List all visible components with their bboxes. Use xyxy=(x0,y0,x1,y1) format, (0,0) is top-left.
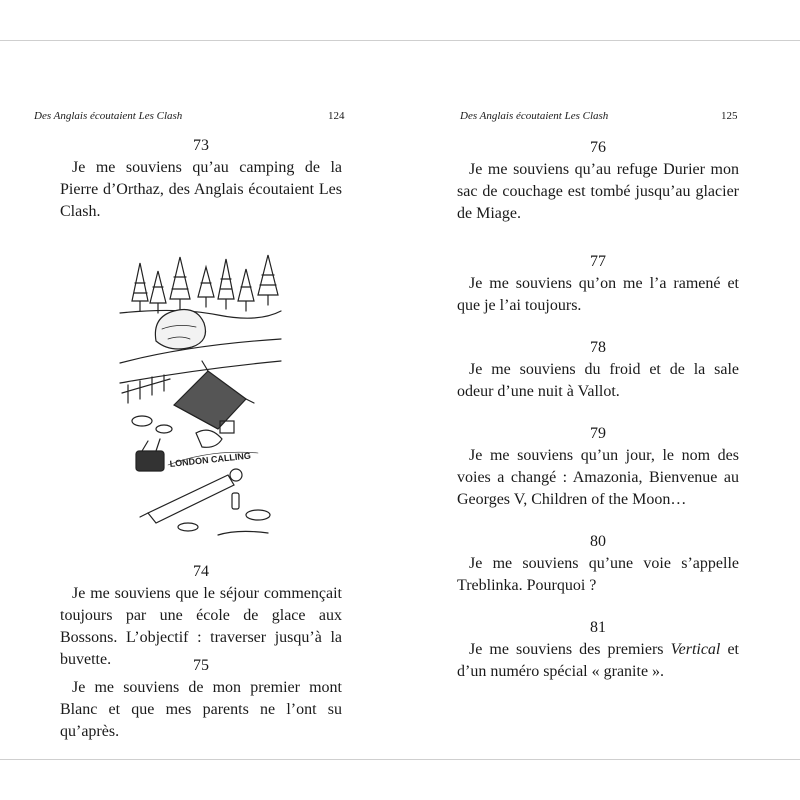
right-page-header xyxy=(460,110,770,122)
tree-icon xyxy=(170,257,190,309)
entry-number: 76 xyxy=(590,139,606,156)
entry-text: Je me souviens qu’au refuge Durier mon sac de couchage est tombé jusqu’au glacier de Miage. xyxy=(457,161,739,222)
tree-icon xyxy=(198,267,214,307)
entry-text: Je me souviens qu’au camping de la Pierre d’Orthaz, des Anglais écoutaient Les Clash. xyxy=(60,159,342,220)
entry-text: Je me souviens qu’une voie s’appelle Treblinka. Pourquoi ? xyxy=(457,555,739,594)
running-title: Des Anglais écoutaient Les Clash xyxy=(34,110,183,122)
tent-icon xyxy=(174,371,246,429)
tree-icon xyxy=(150,271,166,313)
entry-text-part: et d’un numéro spécial « granite ». xyxy=(457,641,740,680)
tree-icon xyxy=(218,259,234,309)
page-number: 125 xyxy=(721,110,738,122)
london-calling-text: LONDON CALLING xyxy=(169,450,252,469)
entry-number: 79 xyxy=(590,425,606,442)
tree-icon xyxy=(238,269,254,311)
tree-icon xyxy=(258,255,278,305)
entry-text: Je me souviens du froid et de la sale odeur d’une nuit à Vallot. xyxy=(457,361,739,400)
running-title: Des Anglais écoutaient Les Clash xyxy=(460,110,609,122)
entry-number: 75 xyxy=(193,657,209,674)
entry-text: Je me souviens qu’un jour, le nom des voies a changé : Amazonia, Bienvenue au Georges V, Children of the Moon… xyxy=(457,447,739,508)
entry-text xyxy=(457,639,739,683)
magazine-title: Vertical xyxy=(670,641,721,658)
entry-number: 78 xyxy=(590,339,606,356)
entry-number: 81 xyxy=(590,619,606,636)
entry-text: Je me souviens que le séjour commençait toujours par une école de glace aux Bossons. L’objectif : traverser jusqu’à la buvette. xyxy=(60,585,342,668)
entry-text-part: Je me souviens des premiers xyxy=(469,641,671,658)
book-spread xyxy=(0,40,800,760)
tree-icon xyxy=(132,263,148,311)
camping-illustration xyxy=(118,253,283,539)
boulder xyxy=(155,310,205,350)
entry-number: 77 xyxy=(590,253,606,270)
left-page-header xyxy=(34,110,344,122)
entry-text: Je me souviens qu’on me l’a ramené et que je l’ai toujours. xyxy=(457,275,739,314)
page-number: 124 xyxy=(328,110,345,122)
radio-icon xyxy=(136,451,164,471)
entry-number: 80 xyxy=(590,533,606,550)
entry-number: 74 xyxy=(193,563,209,580)
entry-number: 73 xyxy=(193,137,209,154)
entry-text: Je me souviens de mon premier mont Blanc et que mes parents ne l’ont su qu’après. xyxy=(60,679,342,740)
